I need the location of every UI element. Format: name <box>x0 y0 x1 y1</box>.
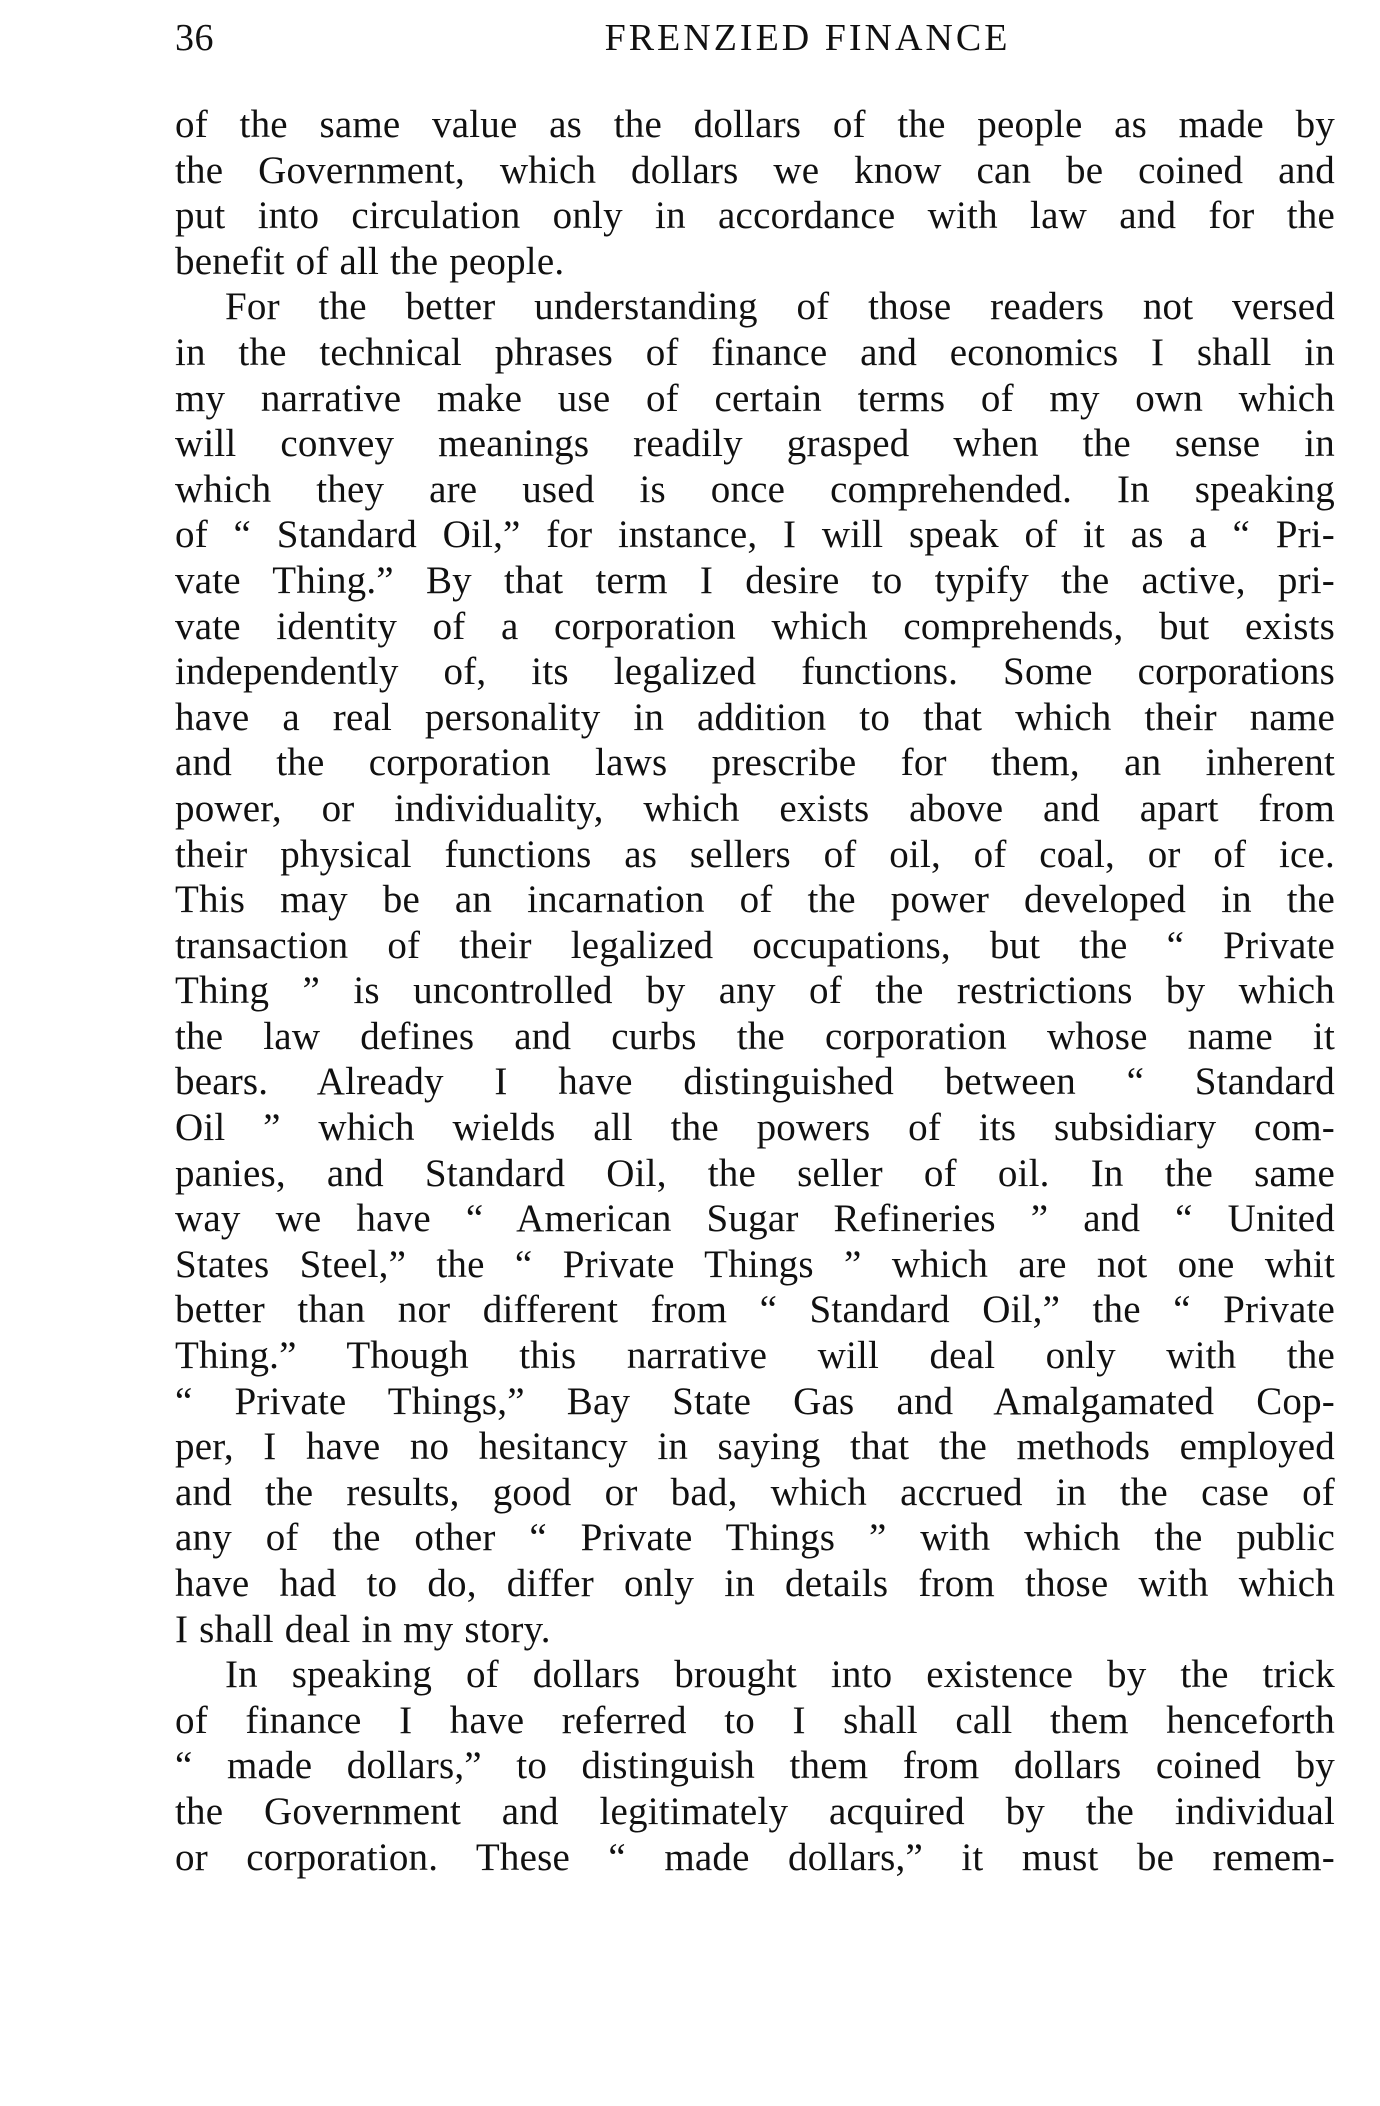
text-line: way we have “ American Sugar Refineries ” and “ United <box>175 1197 1335 1241</box>
text-line: have had to do, differ only in details from those with which <box>175 1562 1335 1605</box>
text-line: For the better understanding of those readers not versed <box>225 285 1335 329</box>
text-line: better than nor different from “ Standard Oil,” the “ Private <box>175 1288 1335 1332</box>
text-line: bears. Already I have distinguished between “ Standard <box>175 1060 1335 1104</box>
text-line: of the same value as the dollars of the people as made by <box>175 103 1335 146</box>
text-line: panies, and Standard Oil, the seller of oil. In the same <box>175 1151 1335 1195</box>
text-line: power, or individuality, which exists above and apart from <box>175 786 1335 830</box>
text-line: benefit of all the people. <box>175 239 565 283</box>
text-line: which they are used is once comprehended. In speaking <box>175 467 1335 511</box>
paragraph-3 <box>175 1652 1335 1880</box>
paragraph-1 <box>175 102 1335 284</box>
text-line: the Government and legitimately acquired by the individual <box>175 1789 1335 1833</box>
text-line: in the technical phrases of finance and economics I shall in <box>175 330 1335 374</box>
text-line: and the corporation laws prescribe for them, an inherent <box>175 741 1335 785</box>
page-header <box>175 10 1330 70</box>
text-line: have a real personality in addition to that which their name <box>175 695 1335 739</box>
text-line: States Steel,” the “ Private Things ” which are not one whit <box>175 1242 1335 1286</box>
text-line: “ made dollars,” to distinguish them from dollars coined by <box>175 1744 1335 1788</box>
text-line: Thing ” is uncontrolled by any of the restrictions by which <box>175 969 1335 1013</box>
text-line: Oil ” which wields all the powers of its subsidiary com- <box>175 1106 1335 1150</box>
text-line: In speaking of dollars brought into existence by the trick <box>225 1653 1335 1697</box>
text-line: transaction of their legalized occupations, but the “ Private <box>175 923 1335 967</box>
text-line: “ Private Things,” Bay State Gas and Amalgamated Cop- <box>175 1379 1335 1423</box>
running-title: FRENZIED FINANCE <box>604 17 1011 59</box>
text-line: put into circulation only in accordance with law and for the <box>175 194 1335 238</box>
text-line: the Government, which dollars we know can be coined and <box>175 148 1335 192</box>
text-line: will convey meanings readily grasped when the sense in <box>175 422 1335 466</box>
text-line: Thing.” Though this narrative will deal only with the <box>175 1334 1335 1378</box>
text-line: of finance I have referred to I shall call them henceforth <box>175 1698 1335 1742</box>
text-line: vate identity of a corporation which comprehends, but exists <box>175 604 1335 648</box>
text-line: my narrative make use of certain terms of my own which <box>175 376 1335 420</box>
text-line: This may be an incarnation of the power developed in the <box>175 878 1335 922</box>
text-line: or corporation. These “ made dollars,” it must be remem- <box>175 1835 1335 1879</box>
text-line: vate Thing.” By that term I desire to typify the active, pri- <box>175 558 1335 602</box>
text-line: of “ Standard Oil,” for instance, I will speak of it as a “ Pri- <box>175 513 1335 557</box>
text-line: and the results, good or bad, which accrued in the case of <box>175 1470 1335 1514</box>
text-line: per, I have no hesitancy in saying that the methods employed <box>175 1425 1335 1469</box>
text-line: independently of, its legalized functions. Some corporations <box>175 650 1335 694</box>
text-line: any of the other “ Private Things ” with which the public <box>175 1516 1335 1560</box>
text-line: their physical functions as sellers of oil, of coal, or of ice. <box>175 832 1335 876</box>
page-number: 36 <box>175 17 214 59</box>
text-line: the law defines and curbs the corporation whose name it <box>175 1014 1335 1058</box>
paragraph-2 <box>175 284 1335 1652</box>
body-text <box>175 102 1335 1880</box>
text-line: I shall deal in my story. <box>175 1607 551 1651</box>
